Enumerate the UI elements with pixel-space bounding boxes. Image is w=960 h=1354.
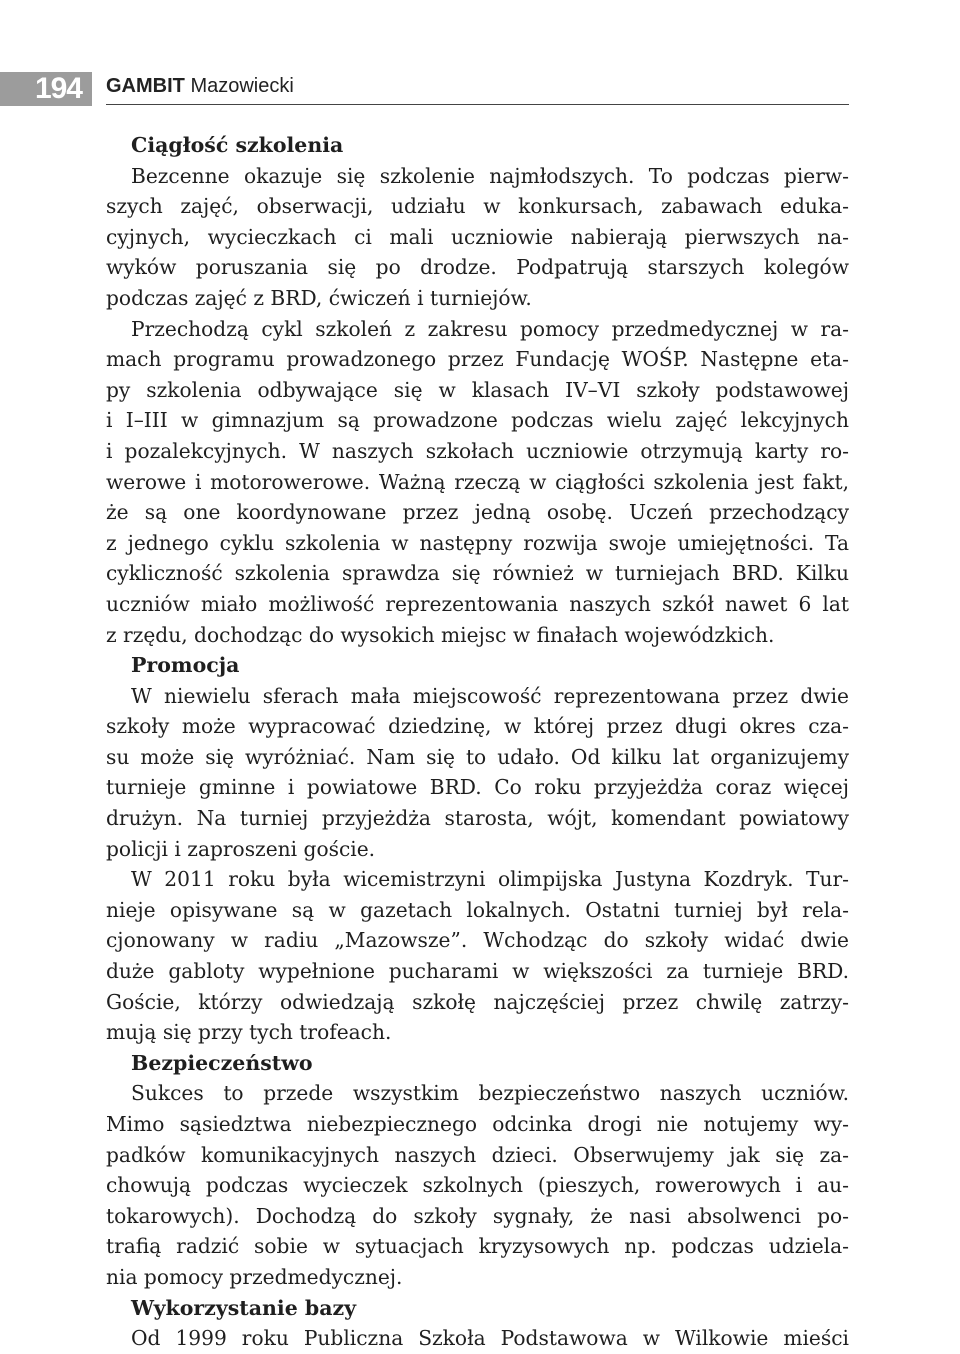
text-line: trafią radzić sobie w sytuacjach kryzysowych np. podczas udziela- <box>106 1234 849 1259</box>
header-rule <box>106 104 849 105</box>
text-line: werowe i motorowerowe. Ważną rzeczą w ciągłości szkolenia jest fakt, <box>106 469 849 494</box>
text-line: Mimo sąsiedztwa niebezpiecznego odcinka drogi nie notujemy wy- <box>106 1112 849 1136</box>
text-line: su może się wyróżniać. Nam się to udało. Od kilku lat organizujemy <box>106 744 849 769</box>
text-line: W 2011 roku była wicemistrzyni olimpijska Justyna Kozdryk. Tur- <box>131 867 849 892</box>
section-heading: Wykorzystanie bazy <box>131 1295 357 1320</box>
text-line: tokarowych). Dochodzą do szkoły sygnały, że nasi absolwenci po- <box>106 1203 849 1228</box>
text-line: Goście, którzy odwiedzają szkołę najczęściej przez chwilę zatrzy- <box>106 989 849 1014</box>
text-line: turnieje gminne i powiatowe BRD. Co roku przyjeżdża coraz więcej <box>106 775 849 800</box>
section-heading: Promocja <box>131 653 240 678</box>
running-header <box>106 74 294 98</box>
text-line: cyjnych, wycieczkach ci mali uczniowie nabierają pierwszych na- <box>106 224 849 249</box>
text-line: padków komunikacyjnych naszych dzieci. Obserwujemy jak się za- <box>106 1142 849 1167</box>
text-line: drużyn. Na turniej przyjeżdża starosta, wójt, komendant powiatowy <box>106 806 849 831</box>
text-line: z jednego cyklu szkolenia w następny rozwija swoje umiejętności. Ta <box>106 530 849 555</box>
text-line: cjonowany w radiu „Mazowsze”. Wchodząc do szkoły widać dwie <box>106 928 849 953</box>
text-line: i I–III w gimnazjum są prowadzone podczas wielu zajęć lekcyjnych <box>106 408 849 433</box>
text-line: wyków poruszania się po drodze. Podpatrują starszych kolegów <box>106 255 849 280</box>
text-line: podczas zajęć z BRD, ćwiczeń i turniejów. <box>106 285 532 310</box>
header-title-bold: GAMBIT <box>106 75 185 97</box>
text-line: szych zajęć, obserwacji, udziału w konkursach, zabawach eduka- <box>106 194 849 219</box>
text-line: Bezcenne okazuje się szkolenie najmłodszych. To podczas pierw- <box>131 163 849 188</box>
text-line: W niewielu sferach mała miejscowość reprezentowana przez dwie <box>131 683 849 708</box>
text-line: nia pomocy przedmedycznej. <box>106 1264 403 1289</box>
page-number: 194 <box>0 72 92 106</box>
text-line: że są one koordynowane przez jedną osobę. Uczeń przechodzący <box>106 500 849 525</box>
text-line: nieje opisywane są w gazetach lokalnych. Ostatni turniej był rela- <box>106 897 849 922</box>
text-line: mach programu prowadzonego przez Fundację WOŚP. Następne eta- <box>106 347 849 372</box>
text-line: szkoły może wypracować dziedzinę, w której przez długi okres cza- <box>106 714 849 739</box>
text-line: cykliczność szkolenia sprawdza się również w turniejach BRD. Kilku <box>106 561 849 586</box>
text-line: uczniów miało możliwość reprezentowania naszych szkół nawet 6 lat <box>106 591 849 616</box>
header-title-rest: Mazowiecki <box>184 75 294 97</box>
section-heading: Ciągłość szkolenia <box>131 133 344 157</box>
text-line: Sukces to przede wszystkim bezpieczeństwo naszych uczniów. <box>131 1081 849 1106</box>
text-line: policji i zaproszeni goście. <box>106 836 376 861</box>
section-heading: Bezpieczeństwo <box>131 1050 313 1075</box>
text-line: duże gabloty wypełnione pucharami w większości za turnieje BRD. <box>106 959 849 984</box>
text-line: Przechodzą cykl szkoleń z zakresu pomocy przedmedycznej w ra- <box>131 316 849 341</box>
text-line: py szkolenia odbywające się w klasach IV–VI szkoły podstawowej <box>106 377 849 402</box>
text-line: chowują podczas wycieczek szkolnych (pieszych, rowerowych i au- <box>106 1173 849 1198</box>
text-line: i pozalekcyjnych. W naszych szkołach uczniowie otrzymują karty ro- <box>106 438 849 463</box>
body-text <box>106 130 849 1354</box>
text-line: Od 1999 roku Publiczna Szkoła Podstawowa w Wilkowie mieści <box>131 1326 849 1351</box>
text-line: mują się przy tych trofeach. <box>106 1020 392 1045</box>
text-line: z rzędu, dochodząc do wysokich miejsc w finałach wojewódzkich. <box>106 622 775 647</box>
